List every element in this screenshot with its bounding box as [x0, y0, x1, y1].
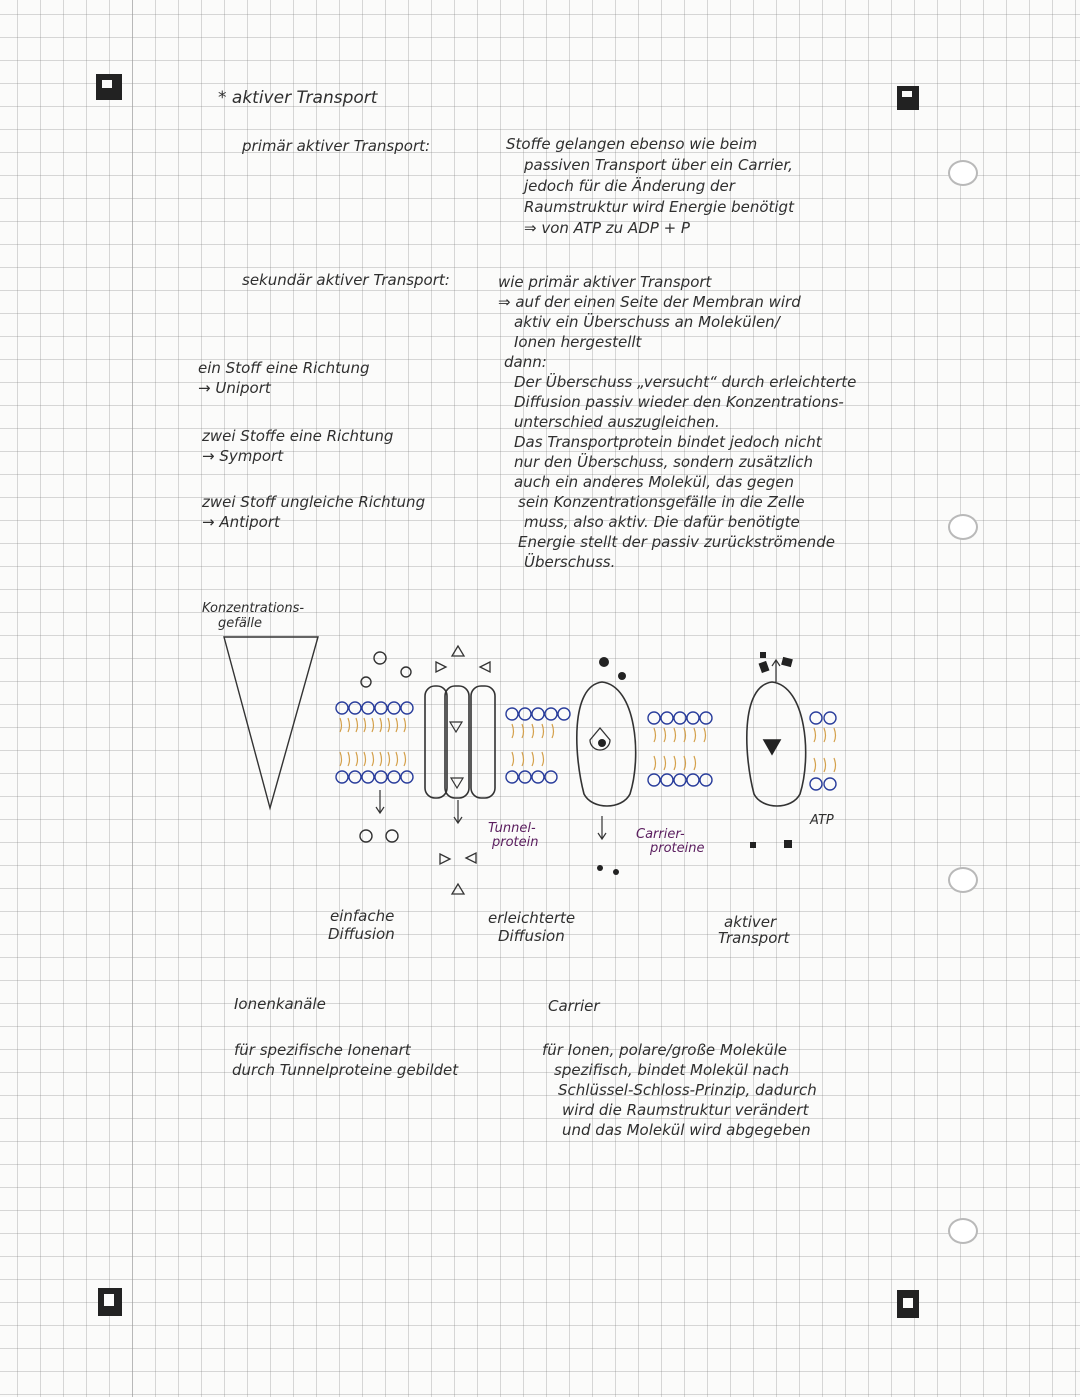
carrier-substrate-molecules — [597, 657, 626, 875]
simple-diffusion-arrow — [376, 790, 384, 813]
corner-marker-top-right — [897, 86, 919, 110]
symport-term: → Symport — [202, 447, 284, 465]
text-line: Schlüssel-Schloss-Prinzip, dadurch — [558, 1081, 817, 1099]
caption-active-transport-2: Transport — [718, 929, 790, 947]
binder-hole — [948, 514, 978, 540]
tunnel-protein — [425, 686, 495, 798]
atp-label: ATP — [810, 813, 834, 828]
margin-line — [132, 0, 133, 1397]
text-line: Stoffe gelangen ebenso wie beim — [506, 135, 758, 153]
carrier-arrow — [598, 816, 606, 839]
binder-hole — [948, 867, 978, 893]
channel-ions — [436, 646, 490, 894]
gradient-label-2: gefälle — [218, 616, 263, 631]
text-line: spezifisch, bindet Molekül nach — [554, 1061, 790, 1079]
carrier-label-2: proteine — [650, 841, 705, 856]
binder-hole — [948, 1218, 978, 1244]
ion-channels-line-1: für spezifische Ionenart — [234, 1041, 411, 1059]
text-line: Das Transportprotein bindet jedoch nicht — [514, 433, 822, 451]
text-line: dann: — [504, 353, 547, 371]
text-line: Der Überschuss „versucht“ durch erleichterte — [514, 373, 857, 391]
carrier-protein-active — [747, 682, 806, 806]
concentration-gradient-triangle — [224, 637, 318, 808]
corner-marker-top-left — [96, 74, 122, 100]
ion-channels-line-2: durch Tunnelproteine gebildet — [232, 1061, 459, 1079]
symport-line: zwei Stoffe eine Richtung — [202, 427, 394, 445]
text-line: jedoch für die Änderung der — [524, 177, 735, 195]
membrane-diagram — [190, 600, 890, 960]
text-line: aktiv ein Überschuss an Molekülen/ — [514, 313, 780, 331]
caption-simple-diffusion-1: einfache — [330, 907, 395, 925]
phospholipid-heads-bottom — [336, 771, 836, 790]
caption-active-transport-1: aktiver — [724, 913, 777, 931]
carrier-label-1: Carrier- — [636, 827, 685, 842]
text-line: Überschuss. — [524, 553, 616, 571]
phospholipid-heads-top — [336, 702, 836, 724]
text-line: für Ionen, polare/große Moleküle — [542, 1041, 788, 1059]
caption-facilitated-diffusion-2: Diffusion — [498, 927, 565, 945]
simple-diffusion-molecules — [360, 652, 411, 842]
carrier-title: Carrier — [548, 997, 600, 1015]
text-line: wie primär aktiver Transport — [498, 273, 712, 291]
tunnel-label-1: Tunnel- — [488, 821, 536, 836]
antiport-line: zwei Stoff ungleiche Richtung — [202, 493, 426, 511]
text-line: passiven Transport über ein Carrier, — [524, 156, 793, 174]
text-line: ⇒ auf der einen Seite der Membran wird — [498, 293, 801, 311]
caption-simple-diffusion-2: Diffusion — [328, 925, 395, 943]
gradient-label-1: Konzentrations- — [202, 601, 305, 616]
corner-marker-bottom-right — [897, 1290, 919, 1318]
carrier-protein-facilitated — [577, 682, 636, 806]
channel-arrow — [454, 800, 462, 823]
text-line: ⇒ von ATP zu ADP + P — [524, 219, 690, 237]
uniport-term: → Uniport — [198, 379, 271, 397]
text-line: Energie stellt der passiv zurückströmende — [518, 533, 835, 551]
text-line: unterschied auszugleichen. — [514, 413, 720, 431]
text-line: sein Konzentrationsgefälle in die Zelle — [518, 493, 805, 511]
tunnel-label-2: protein — [492, 835, 539, 850]
primary-label: primär aktiver Transport: — [242, 137, 431, 155]
text-line: wird die Raumstruktur verändert — [562, 1101, 809, 1119]
text-line: auch ein anderes Molekül, das gegen — [514, 473, 795, 491]
caption-facilitated-diffusion-1: erleichterte — [488, 909, 576, 927]
binder-hole — [948, 160, 978, 186]
text-line: Ionen hergestellt — [514, 333, 642, 351]
active-transport-arrow — [772, 660, 780, 682]
phospholipid-tails — [340, 718, 836, 772]
text-line: muss, also aktiv. Die dafür benötigte — [524, 513, 800, 531]
text-line: und das Molekül wird abgegeben — [562, 1121, 811, 1139]
text-line: Raumstruktur wird Energie benötigt — [524, 198, 794, 216]
antiport-term: → Antiport — [202, 513, 280, 531]
uniport-line: ein Stoff eine Richtung — [198, 359, 370, 377]
text-line: Diffusion passiv wieder den Konzentrations- — [514, 393, 844, 411]
secondary-label: sekundär aktiver Transport: — [242, 271, 450, 289]
corner-marker-bottom-left — [98, 1288, 122, 1316]
text-line: nur den Überschuss, sondern zusätzlich — [514, 453, 814, 471]
ion-channels-title: Ionenkanäle — [234, 995, 326, 1013]
page-heading: * aktiver Transport — [218, 88, 378, 108]
